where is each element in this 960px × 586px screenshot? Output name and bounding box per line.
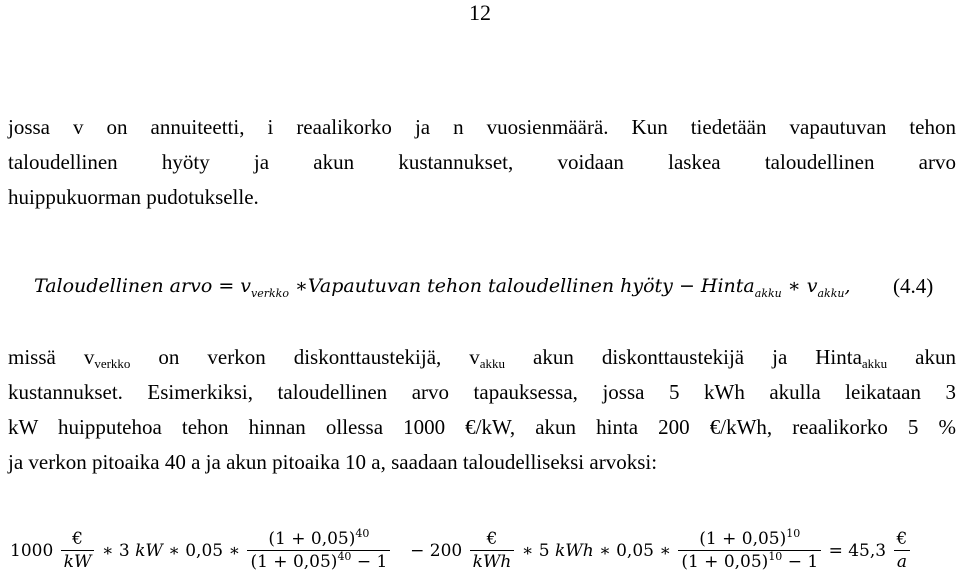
operator-times: ∗ (521, 540, 534, 561)
text-line: kustannukset. Esimerkiksi, taloudellinen arvo tapauksessa, jossa 5 kWh akulla leikataan 3 (8, 380, 956, 404)
text-line: taloudellinen hyöty ja akun kustannukset, voidaan laskea taloudellinen arvo (8, 150, 956, 174)
eq-lhs: Taloudellinen arvo (34, 275, 213, 297)
eq-minus: − (678, 275, 695, 297)
paragraph-intro (8, 110, 956, 215)
fraction-annuity-40: $\frac{(1 + 0,05)^{40}}{(1 + 0,05)^{40} - 1}$ (247, 528, 390, 573)
equation-calculation (10, 528, 912, 584)
value-5: 5 (538, 540, 550, 561)
eq-star: ∗ (295, 275, 308, 297)
fraction-annuity-10: $\frac{(1 + 0,05)^{10}}{(1 + 0,05)^{10} - 1}$ (678, 528, 821, 573)
value-rate: 0,05 (616, 540, 654, 561)
fraction-euro-per-kwh: $\frac{€}{\text{kWh}}$ (470, 528, 515, 573)
eq-hinta-akku: Hinta$_{akku}$ (700, 275, 782, 300)
eq-v-akku: $v_{akku}$ (806, 275, 845, 300)
fraction-euro-per-kw: $\frac{€}{kW}$ (61, 528, 95, 573)
value-rate: 0,05 (185, 540, 224, 561)
eq-equals: = (218, 275, 235, 297)
operator-times: ∗ (599, 540, 611, 561)
equation-number: (4.4) (893, 274, 934, 298)
operator-times: ∗ (228, 540, 241, 561)
operator-times: ∗ (101, 540, 114, 561)
text-line: huippukuorman pudotukselle. (8, 185, 259, 209)
equation-4-4-body (34, 268, 851, 304)
eq-v-verkko: $v_{verkko}$ (240, 275, 289, 300)
operator-times: ∗ (659, 540, 671, 561)
eq-comma: , (844, 275, 851, 297)
operator-minus: − (410, 540, 425, 561)
fraction-euro-per-a: $\frac{€}{a}$ (894, 528, 911, 573)
operator-times: ∗ (168, 540, 180, 561)
text-line: missä $v_{verkko}$ on verkon diskonttaustekijä, $v_{akku}$ akun diskonttaustekijä ja Hinta$_{akku}$ akun (8, 345, 956, 371)
eq-term: Vapautuvan tehon taloudellinen hyöty (307, 275, 673, 297)
text-line: kW huipputehoa tehon hinnan ollessa 1000 €/kW, akun hinta 200 €/kWh, reaalikorko 5 % (8, 415, 956, 439)
text-line: jossa v on annuiteetti, i reaalikorko ja n vuosienmäärä. Kun tiedetään vapautuvan tehon (8, 115, 956, 139)
text-line: ja verkon pitoaika 40 a ja akun pitoaika 10 a, saadaan taloudelliseksi arvoksi: (8, 450, 658, 474)
eq-star: ∗ (787, 275, 801, 297)
value-3: 3 (118, 540, 130, 561)
value-1000: 1000 (10, 540, 54, 561)
result-value: = 45,3 (828, 540, 887, 561)
paragraph-explanation (8, 340, 956, 480)
value-200: 200 (429, 540, 463, 561)
unit-kw: kW (135, 540, 163, 561)
equation-4-4 (0, 268, 960, 304)
page-number: 12 (469, 0, 491, 25)
unit-kwh: kWh (554, 540, 594, 561)
